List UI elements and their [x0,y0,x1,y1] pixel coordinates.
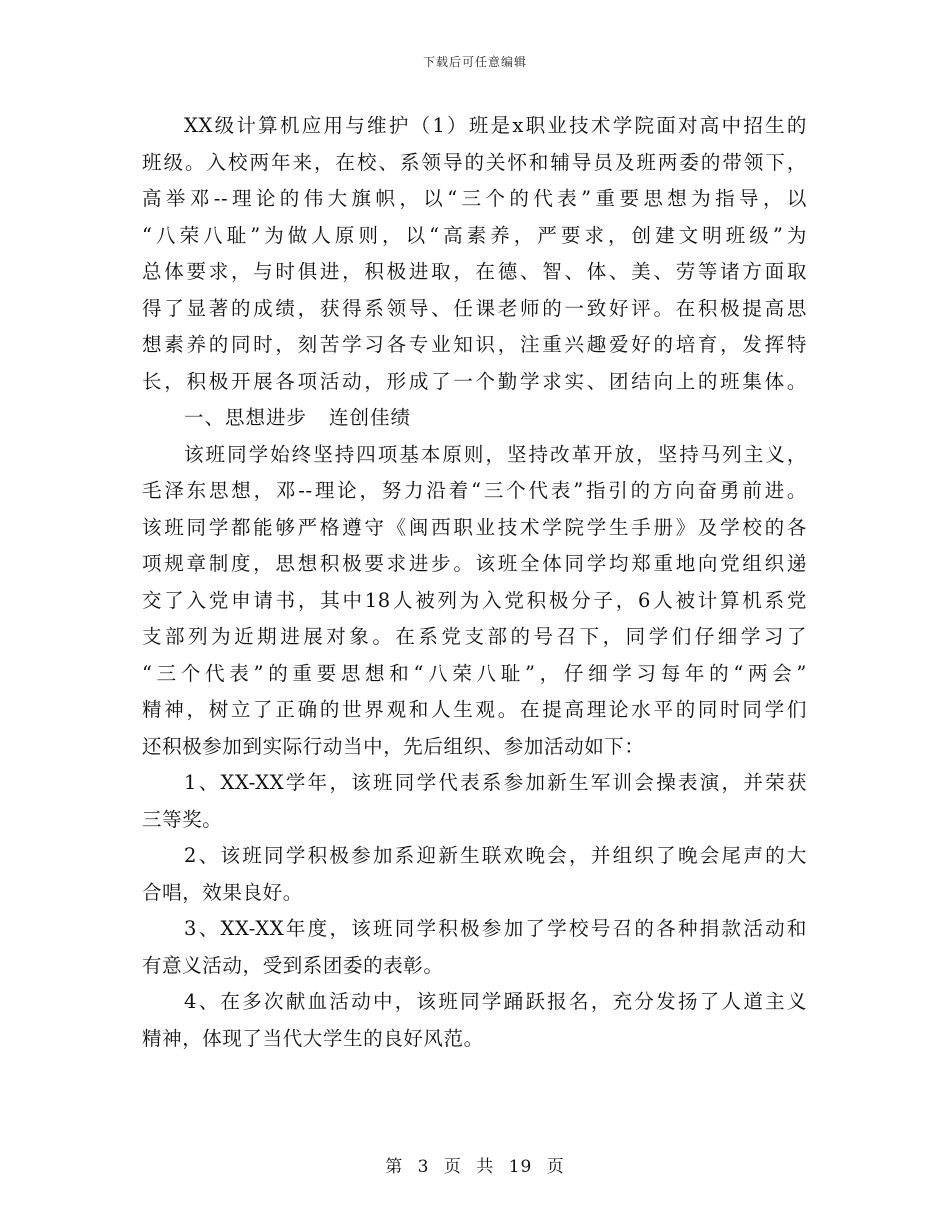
section-number: 一、思想进步 [184,406,308,429]
text-line: 高举邓--理论的伟大旗帜，以“三个的代表”重要思想为指导，以 [142,187,807,210]
text-line: 毛泽东思想，邓--理论，努力沿着“三个代表”指引的方向奋勇前进。 [142,479,807,502]
text-line: 支部列为近期进展对象。在系党支部的号召下，同学们仔细学习了 [142,625,807,648]
text-line: 交了入党申请书，其中18人被列为入党积极分子，6人被计算机系党 [142,588,807,612]
text-line: 想素养的同时，刻苦学习各专业知识，注重兴趣爱好的培育，发挥特 [142,333,807,356]
text-line: 总体要求，与时俱进，积极进取，在德、智、体、美、劳等诸方面取 [142,260,807,283]
list-item-line: 1、XX-XX学年，该班同学代表系参加新生军训会操表演，并荣获 [184,771,807,794]
text-line: 班级。入校两年来，在校、系领导的关怀和辅导员及班两委的带领下， [142,150,807,174]
page-number-footer: 第 3 页 共 19 页 [385,1157,565,1177]
text-line: 项规章制度，思想积极要求进步。该班全体同学均郑重地向党组织递 [142,552,807,575]
list-item-line: 有意义活动，受到系团委的表彰。 [142,953,444,977]
list-item-line: 3、XX-XX年度，该班同学积极参加了学校号召的各种捐款活动和 [184,917,807,940]
text-line: XX级计算机应用与维护（1）班是x职业技术学院面对高中招生的 [184,114,807,137]
text-line: 还积极参加到实际行动当中，先后组织、参加活动如下： [142,734,645,758]
document-body [142,108,807,1057]
header-note: 下载后可任意编辑 [422,55,527,69]
text-line: “八荣八耻”为做人原则，以“高素养，严要求，创建文明班级”为 [142,223,807,247]
text-line: “三个代表”的重要思想和“八荣八耻”，仔细学习每年的“两会” [142,661,807,685]
list-item-line: 精神，体现了当代大学生的良好风范。 [142,1026,484,1050]
list-item-line: 合唱，效果良好。 [142,880,303,904]
text-line: 该班同学都能够严格遵守《闽西职业技术学院学生手册》及学校的各 [142,515,807,539]
list-item-line: 三等奖。 [142,807,223,831]
text-line: 该班同学始终坚持四项基本原则，坚持改革开放，坚持马列主义， [184,442,807,466]
text-line: 得了显著的成绩，获得系领导、任课老师的一致好评。在积极提高思 [142,296,807,320]
text-line: 精神，树立了正确的世界观和人生观。在提高理论水平的同时同学们 [142,698,807,721]
list-item-line: 4、在多次献血活动中，该班同学踊跃报名，充分发扬了人道主义 [184,990,807,1013]
section-heading [142,400,807,437]
text-line: 长，积极开展各项活动，形成了一个勤学求实、团结向上的班集体。 [142,369,807,393]
list-item-line: 2、该班同学积极参加系迎新生联欢晚会，并组织了晚会尾声的大 [184,844,807,867]
section-title: 连创佳绩 [329,406,412,429]
